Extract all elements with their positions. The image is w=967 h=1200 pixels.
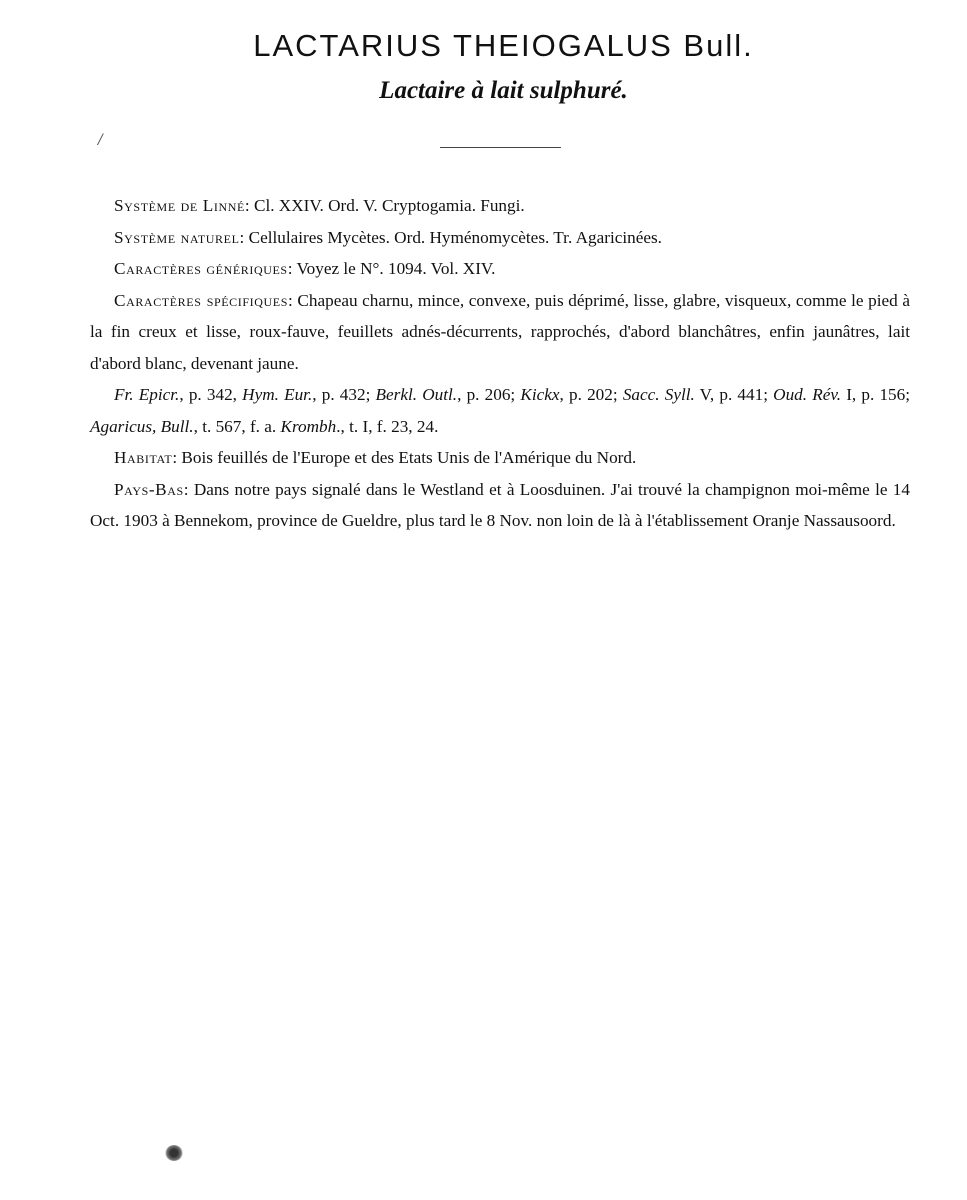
systeme-linne-text: : Cl. XXIV. Ord. V. Cryptogamia. Fungi. bbox=[244, 196, 525, 215]
reference-oud-rev: Oud. Rév. bbox=[773, 385, 842, 404]
reference-text: , p. 342, bbox=[179, 385, 243, 404]
reference-text: I, p. 156; bbox=[841, 385, 911, 404]
species-title: LACTARIUS THEIOGALUS Bull. bbox=[253, 28, 754, 63]
caracteres-specifiques-paragraph bbox=[90, 285, 910, 380]
reference-kickx: Kickx bbox=[520, 385, 560, 404]
document-body bbox=[90, 190, 910, 537]
pays-bas-paragraph bbox=[90, 474, 910, 537]
caracteres-generiques-text: : Voyez le N°. 1094. Vol. XIV. bbox=[287, 259, 496, 278]
caracteres-specifiques-text: : Chapeau charnu, mince, convexe, puis déprimé, lisse, glabre, visqueux, comme le pied à la fin creux et lisse, roux-fauve, feuillets adnés-décurrents, rapprochés, d'abord blanchâtres, enfin jaunâtres, lait d'abord blanc, devenant jaune. bbox=[90, 290, 910, 373]
pays-bas-label: Pays-Bas bbox=[114, 479, 184, 499]
habitat-paragraph bbox=[90, 442, 910, 474]
habitat-label: Habitat bbox=[114, 448, 173, 467]
reference-agaricus-bull: Agaricus, Bull. bbox=[90, 416, 194, 436]
stray-mark: / bbox=[98, 132, 103, 148]
reference-text: , p. 206; bbox=[457, 385, 521, 404]
separator-rule bbox=[440, 147, 561, 148]
reference-text: , p. 432; bbox=[312, 385, 376, 404]
reference-text: V, p. 441; bbox=[694, 385, 774, 404]
reference-fries-epicr: Fr. Epicr. bbox=[114, 385, 180, 404]
systeme-naturel-paragraph bbox=[90, 222, 910, 254]
ink-blot bbox=[165, 1145, 183, 1161]
systeme-naturel-label: Système naturel bbox=[114, 227, 240, 247]
caracteres-generiques-label: Caractères génériques bbox=[114, 259, 288, 278]
systeme-linne-paragraph bbox=[90, 190, 910, 222]
species-subtitle: Lactaire à lait sulphuré. bbox=[379, 77, 628, 104]
references-paragraph bbox=[90, 379, 910, 442]
systeme-naturel-text: : Cellulaires Mycètes. Ord. Hyménomycètes. Tr. Agaricinées. bbox=[239, 227, 662, 247]
reference-text: , t. 567, f. a. bbox=[193, 416, 281, 436]
caracteres-specifiques-label: Caractères spécifiques bbox=[114, 290, 288, 310]
reference-krombh: Krombh bbox=[280, 416, 337, 436]
reference-berkl-outl: Berkl. Outl. bbox=[375, 385, 458, 404]
reference-text: ., t. I, f. 23, 24. bbox=[336, 416, 439, 436]
reference-text: , p. 202; bbox=[559, 385, 623, 404]
systeme-linne-label: Système de Linné bbox=[114, 196, 245, 215]
pays-bas-text: : Dans notre pays signalé dans le Westland et à Loosduinen. J'ai trouvé la champignon moi-même le 14 Oct. 1903 à Bennekom, province de Gueldre, plus tard le 8 Nov. non loin de là à l'établissement Oranje Nassausoord. bbox=[90, 479, 910, 530]
caracteres-generiques-paragraph bbox=[90, 253, 910, 285]
habitat-text: : Bois feuillés de l'Europe et des Etats Unis de l'Amérique du Nord. bbox=[172, 448, 637, 467]
reference-sacc-syll: Sacc. Syll. bbox=[622, 385, 695, 404]
reference-hym-eur: Hym. Eur. bbox=[242, 385, 313, 404]
